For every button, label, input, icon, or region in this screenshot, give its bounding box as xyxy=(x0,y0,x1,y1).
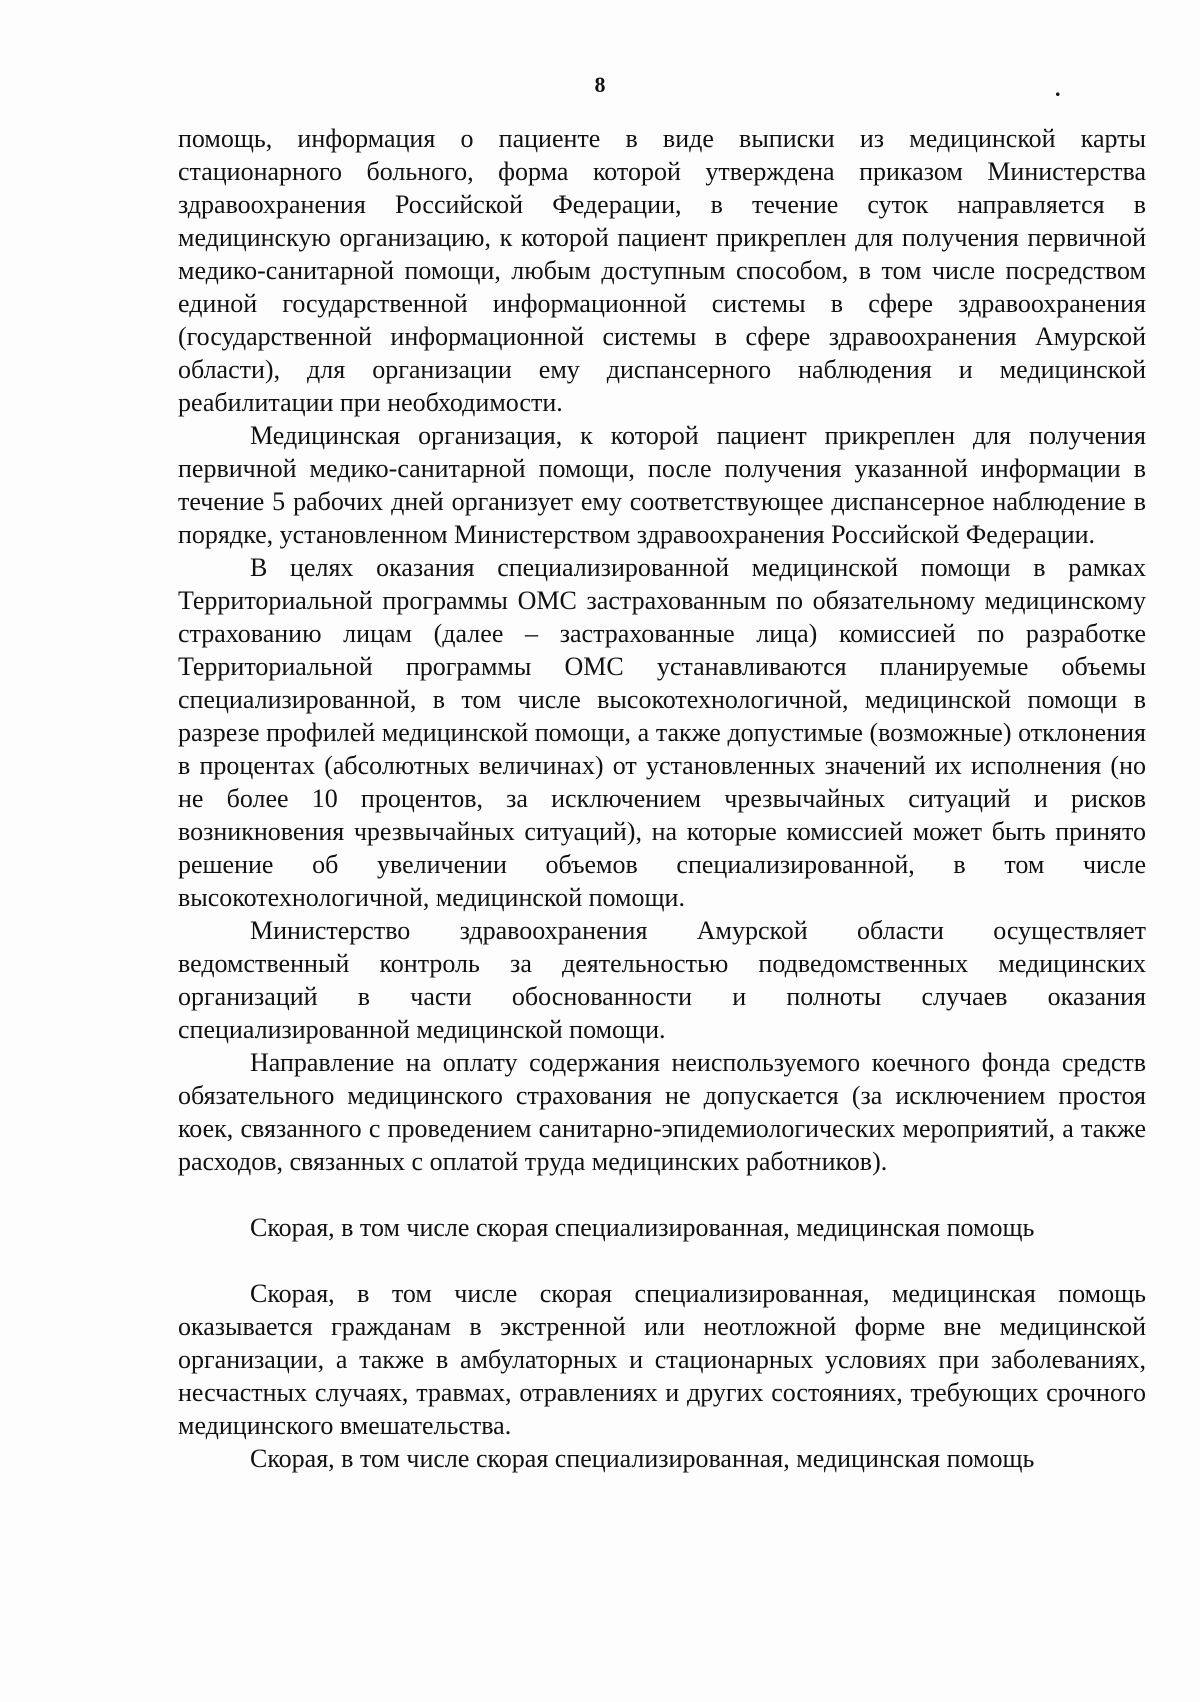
paragraph: помощь, информация о пациенте в виде выписки из медицинской карты стационарного больного, форма которой утверждена приказом Министерства здравоохранения Российской Федерации, в течение суток направляется в медицинскую организацию, к которой пациент прикреплен для получения первичной медико-санитарной помощи, любым доступным способом, в том числе посредством единой государственной информационной системы в сфере здравоохранения (государственной информационной системы в сфере здравоохранения Амурской области), для организации ему диспансерного наблюдения и медицинской реабилитации при необходимости. xyxy=(178,124,1146,417)
section-heading: Скорая, в том числе скорая специализированная, медицинская помощь xyxy=(250,1213,1035,1242)
scan-mark: . xyxy=(1055,76,1061,101)
paragraph: Скорая, в том числе скорая специализированная, медицинская помощь оказывается гражданам в экстренной или неотложной форме вне медицинской организации, а также в амбулаторных и стационарных условиях при заболеваниях, несчастных случаях, травмах, отравлениях и других состояниях, требующих срочного медицинского вмешательства. xyxy=(178,1279,1146,1440)
paragraph: В целях оказания специализированной медицинской помощи в рамках Территориальной программы ОМС застрахованным по обязательному медицинскому страхованию лицам (далее – застрахованные лица) комиссией по разработке Территориальной программы ОМС устанавливаются планируемые объемы специализированной, в том числе высокотехнологичной, медицинской помощи в разрезе профилей медицинской помощи, а также допустимые (возможные) отклонения в процентах (абсолютных величинах) от установленных значений их исполнения (но не более 10 процентов, за исключением чрезвычайных ситуаций и рисков возникновения чрезвычайных ситуаций), на которые комиссией может быть принято решение об увеличении объемов специализированной, в том числе высокотехнологичной, медицинской помощи. xyxy=(178,553,1146,912)
paragraph: Министерство здравоохранения Амурской области осуществляет ведомственный контроль за деятельностью подведомственных медицинских организаций в части обоснованности и полноты случаев оказания специализированной медицинской помощи. xyxy=(178,916,1146,1044)
page-number: 8 xyxy=(594,72,606,97)
document-body xyxy=(178,122,1146,1475)
paragraph: Направление на оплату содержания неиспользуемого коечного фонда средств обязательного медицинского страхования не допускается (за исключением простоя коек, связанного с проведением санитарно-эпидемиологических мероприятий, а также расходов, связанных с оплатой труда медицинских работников). xyxy=(178,1048,1146,1176)
paragraph: Медицинская организация, к которой пациент прикреплен для получения первичной медико-санитарной помощи, после получения указанной информации в течение 5 рабочих дней организует ему соответствующее диспансерное наблюдение в порядке, установленном Министерством здравоохранения Российской Федерации. xyxy=(178,421,1146,549)
paragraph: Скорая, в том числе скорая специализированная, медицинская помощь xyxy=(250,1444,1035,1473)
